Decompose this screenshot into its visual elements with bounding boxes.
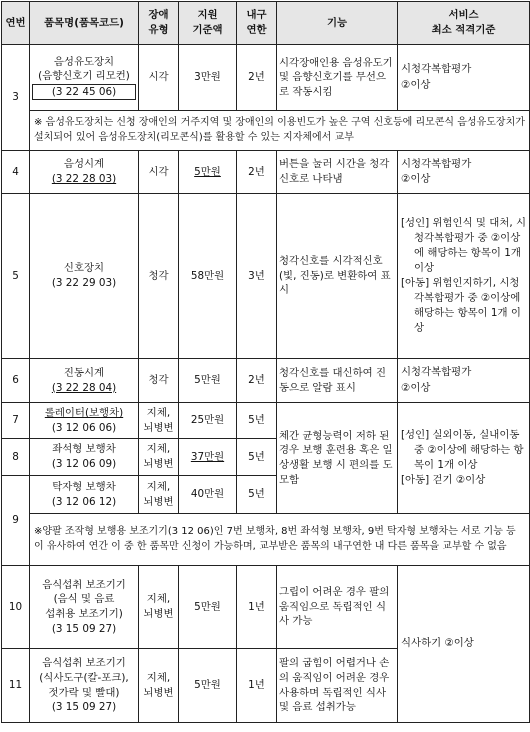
item-name: 음식섭취 보조기기 (식사도구(칼-포크), 젓가락 및 빨대) (3 15 09 27) [30,649,139,723]
durable-life: 5년 [237,403,277,439]
row-no: 10 [2,566,30,649]
col-header-type: 장애 유형 [139,2,179,45]
col-header-item: 품목명(품목코드) [30,2,139,45]
durable-life: 2년 [237,151,277,194]
item-code: (3 22 45 06) [32,84,136,101]
disability-type: 청각 [139,359,179,403]
support-amount: 58만원 [179,194,237,359]
table-row [2,151,530,194]
assistive-device-table [1,1,530,723]
support-amount: 3만원 [179,45,237,111]
support-amount: 25만원 [179,403,237,439]
function-text: 청각신호를 시각적신호(빛, 진동)로 변환하여 표시 [277,194,398,359]
row-no: 7 [2,403,30,439]
disability-type: 지체, 뇌병변 [139,649,179,723]
note-row [2,111,530,151]
row-no: 9 [2,476,30,566]
col-header-no: 연번 [2,2,30,45]
item-code: (3 15 09 27) [51,701,117,714]
table-header-row [2,2,530,45]
disability-type: 지체, 뇌병변 [139,439,179,476]
durable-life: 1년 [237,649,277,723]
disability-type: 시각 [139,45,179,111]
criteria-text: 시청각복합평가 ②이상 [398,359,530,403]
row-no: 11 [2,649,30,723]
support-amount: 5만원 [179,566,237,649]
item-name: 음성유도장치 (음향신호기 리모컨) (3 22 45 06) [30,45,139,111]
table-row [2,403,530,439]
item-name: 음성시계 (3 22 28 03) [30,151,139,194]
support-amount: 5만원 [179,359,237,403]
disability-type: 지체, 뇌병변 [139,403,179,439]
item-name: 탁자형 보행차 (3 12 06 12) [30,476,139,514]
support-amount: 5만원 [179,649,237,723]
item-code: (3 12 06 12) [51,495,117,508]
item-name: 신호장치 (3 22 29 03) [30,194,139,359]
criteria-text: 시청각복합평가 ②이상 [398,45,530,111]
item-code: (3 22 28 04) [51,381,117,394]
function-text: 버튼을 눌러 시간을 청각신호로 나타냄 [277,151,398,194]
item-code: (3 15 09 27) [51,622,117,635]
note-row [2,514,530,566]
item-code: (3 22 29 03) [51,277,117,289]
item-name: 좌석형 보행차 (3 12 06 09) [30,439,139,476]
col-header-criteria: 서비스 최소 적격기준 [398,2,530,45]
table-row [2,359,530,403]
item-code: (3 12 06 09) [51,458,117,470]
function-text: 팔의 굽힘이 어렵거나 손의 움직임이 어려운 경우 사용하며 독립적인 식사 및 음료 섭취가능 [277,649,398,723]
row-no: 4 [2,151,30,194]
durable-life: 5년 [237,476,277,514]
durable-life: 1년 [237,566,277,649]
col-header-func: 기능 [277,2,398,45]
durable-life: 2년 [237,45,277,111]
criteria-text: [성인] 실외이동, 실내이동 중 ②이상에 해당하는 항목이 1개 이상 [아동] 걷기 ②이상 [398,403,530,514]
criteria-text: 식사하기 ②이상 [398,566,530,723]
item-code: (3 12 06 06) [51,421,117,434]
disability-type: 청각 [139,194,179,359]
item-name: 롤레이터(보행차) (3 12 06 06) [30,403,139,439]
row-no: 5 [2,194,30,359]
support-amount: 5만원 [179,151,237,194]
disability-type: 지체, 뇌병변 [139,566,179,649]
row-no: 8 [2,439,30,476]
disability-type: 시각 [139,151,179,194]
disability-type: 지체, 뇌병변 [139,476,179,514]
criteria-text: [성인] 위험인식 및 대처, 시청각복합평가 중 ②이상에 해당하는 항목이 1개 이상 [아동] 위험인지하기, 시청각복합평가 중 ②이상에 해당하는 항목이 1개 이상 [398,194,530,359]
support-amount: 37만원 [179,439,237,476]
durable-life: 5년 [237,439,277,476]
function-text: 체간 균형능력이 저하 된 경우 보행 훈련용 혹은 일상생활 보행 시 편의를 도모함 [277,403,398,514]
function-text: 그립이 어려운 경우 팔의 움직임으로 독립적인 식사 가능 [277,566,398,649]
item-name: 진동시계 (3 22 28 04) [30,359,139,403]
function-text: 청각신호를 대신하여 진동으로 알람 표시 [277,359,398,403]
row-no: 6 [2,359,30,403]
row-no: 3 [2,45,30,151]
support-amount: 40만원 [179,476,237,514]
item-code: (3 22 28 03) [51,173,117,185]
table-row [2,566,530,649]
note-text: ※양팔 조작형 보행용 보조기기(3 12 06)인 7번 보행차, 8번 좌석형 보행차, 9번 탁자형 보행차는 서로 기능 등이 유사하여 연간 이 중 한 품목만 신청이 가능하며, 교부받은 품목의 내구연한 내 다른 품목을 교부할 수 없음 [30,514,530,566]
col-header-life: 내구 연한 [237,2,277,45]
item-name: 음식섭취 보조기기 (음식 및 음료 섭취용 보조기기) (3 15 09 27) [30,566,139,649]
function-text: 시각장애인용 음성유도기 및 음향신호기를 무선으로 작동시킴 [277,45,398,111]
criteria-text: 시청각복합평가 ②이상 [398,151,530,194]
table-row [2,45,530,111]
table-row [2,194,530,359]
durable-life: 3년 [237,194,277,359]
note-text: ※ 음성유도장치는 신청 장애인의 거주지역 및 장애인의 이용빈도가 높은 구역 신호등에 리모콘식 음성유도장치가 설치되어 있어 음성유도장치(리모콘식)를 활용할 수 있는 지자체에서 교부 [30,111,530,151]
durable-life: 2년 [237,359,277,403]
col-header-amount: 지원 기준액 [179,2,237,45]
